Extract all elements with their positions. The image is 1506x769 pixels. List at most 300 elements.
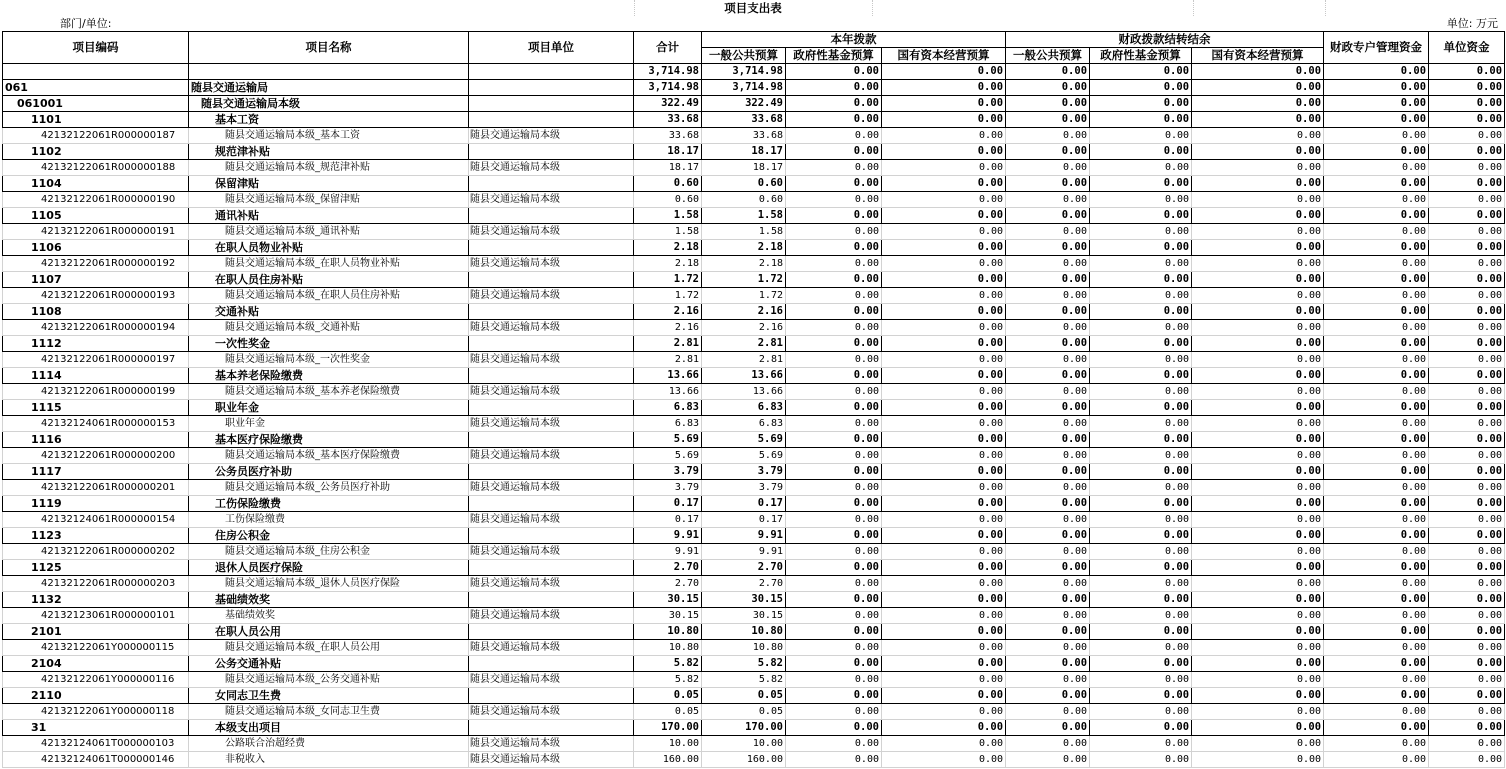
header-general-budget[interactable]: 一般公共预算 [702,48,786,64]
cell-general-budget[interactable]: 0.60 [702,192,786,208]
cell-code[interactable]: 42132122061R000000194 [3,320,189,336]
cell-carry-gov-fund-budget[interactable]: 0.00 [1090,208,1192,224]
cell-state-capital-budget[interactable]: 0.00 [882,256,1006,272]
cell-unit[interactable] [469,304,634,320]
cell-gov-fund-budget[interactable]: 0.00 [786,112,882,128]
cell-total[interactable]: 2.18 [634,256,702,272]
cell-carry-state-capital-budget[interactable]: 0.00 [1192,192,1324,208]
cell-general-budget[interactable]: 13.66 [702,368,786,384]
cell-carry-general-budget[interactable]: 0.00 [1006,112,1090,128]
cell-state-capital-budget[interactable]: 0.00 [882,224,1006,240]
cell-carry-general-budget[interactable]: 0.00 [1006,352,1090,368]
cell-code[interactable]: 42132124061T000000103 [3,736,189,752]
cell-name[interactable]: 随县交通运输局本级_女同志卫生费 [189,704,469,720]
cell-name[interactable]: 工伤保险缴费 [189,496,469,512]
cell-unit-fund[interactable]: 0.00 [1429,592,1505,608]
cell-special-fund[interactable]: 0.00 [1324,176,1429,192]
cell-carry-state-capital-budget[interactable]: 0.00 [1192,432,1324,448]
cell-gov-fund-budget[interactable]: 0.00 [786,192,882,208]
cell-total[interactable]: 6.83 [634,416,702,432]
cell-general-budget[interactable]: 0.17 [702,512,786,528]
cell-total[interactable]: 9.91 [634,544,702,560]
cell-carry-gov-fund-budget[interactable]: 0.00 [1090,512,1192,528]
cell-special-fund[interactable]: 0.00 [1324,96,1429,112]
cell-carry-state-capital-budget[interactable]: 0.00 [1192,416,1324,432]
cell-general-budget[interactable]: 10.80 [702,624,786,640]
cell-general-budget[interactable]: 5.69 [702,432,786,448]
cell-state-capital-budget[interactable]: 0.00 [882,544,1006,560]
cell-carry-gov-fund-budget[interactable]: 0.00 [1090,592,1192,608]
cell-gov-fund-budget[interactable]: 0.00 [786,400,882,416]
cell-unit-fund[interactable]: 0.00 [1429,528,1505,544]
cell-state-capital-budget[interactable]: 0.00 [882,720,1006,736]
cell-carry-gov-fund-budget[interactable]: 0.00 [1090,688,1192,704]
cell-name[interactable]: 交通补贴 [189,304,469,320]
cell-unit-fund[interactable]: 0.00 [1429,448,1505,464]
cell-gov-fund-budget[interactable]: 0.00 [786,288,882,304]
cell-unit[interactable] [469,64,634,80]
cell-gov-fund-budget[interactable]: 0.00 [786,592,882,608]
cell-unit[interactable] [469,432,634,448]
cell-unit[interactable] [469,400,634,416]
cell-carry-gov-fund-budget[interactable]: 0.00 [1090,352,1192,368]
cell-name[interactable]: 基础绩效奖 [189,608,469,624]
cell-state-capital-budget[interactable]: 0.00 [882,496,1006,512]
cell-unit[interactable] [469,272,634,288]
cell-carry-general-budget[interactable]: 0.00 [1006,736,1090,752]
cell-carry-gov-fund-budget[interactable]: 0.00 [1090,400,1192,416]
cell-state-capital-budget[interactable]: 0.00 [882,656,1006,672]
cell-carry-gov-fund-budget[interactable]: 0.00 [1090,336,1192,352]
cell-name[interactable]: 随县交通运输局本级_公务员医疗补助 [189,480,469,496]
cell-carry-state-capital-budget[interactable]: 0.00 [1192,496,1324,512]
cell-state-capital-budget[interactable]: 0.00 [882,400,1006,416]
cell-carry-general-budget[interactable]: 0.00 [1006,752,1090,768]
cell-total[interactable]: 1.58 [634,208,702,224]
cell-carry-gov-fund-budget[interactable]: 0.00 [1090,736,1192,752]
cell-unit-fund[interactable]: 0.00 [1429,656,1505,672]
cell-special-fund[interactable]: 0.00 [1324,608,1429,624]
department-label[interactable]: 部门/单位: [60,17,112,30]
cell-general-budget[interactable]: 18.17 [702,144,786,160]
cell-unit[interactable] [469,368,634,384]
cell-carry-general-budget[interactable]: 0.00 [1006,176,1090,192]
cell-state-capital-budget[interactable]: 0.00 [882,192,1006,208]
header-state-capital-budget[interactable]: 国有资本经营预算 [882,48,1006,64]
cell-carry-state-capital-budget[interactable]: 0.00 [1192,240,1324,256]
cell-special-fund[interactable]: 0.00 [1324,336,1429,352]
cell-total[interactable]: 10.80 [634,624,702,640]
header-unit-fund[interactable]: 单位资金 [1429,32,1505,64]
cell-carry-gov-fund-budget[interactable]: 0.00 [1090,528,1192,544]
cell-state-capital-budget[interactable]: 0.00 [882,144,1006,160]
cell-carry-general-budget[interactable]: 0.00 [1006,448,1090,464]
cell-total[interactable]: 18.17 [634,160,702,176]
cell-state-capital-budget[interactable]: 0.00 [882,480,1006,496]
cell-unit[interactable]: 随县交通运输局本级 [469,640,634,656]
cell-unit[interactable]: 随县交通运输局本级 [469,128,634,144]
cell-general-budget[interactable]: 1.72 [702,272,786,288]
cell-special-fund[interactable]: 0.00 [1324,576,1429,592]
cell-unit-fund[interactable]: 0.00 [1429,464,1505,480]
cell-total[interactable]: 2.70 [634,560,702,576]
cell-general-budget[interactable]: 13.66 [702,384,786,400]
cell-unit-fund[interactable]: 0.00 [1429,144,1505,160]
cell-unit-fund[interactable]: 0.00 [1429,416,1505,432]
cell-total[interactable]: 2.81 [634,352,702,368]
cell-gov-fund-budget[interactable]: 0.00 [786,208,882,224]
cell-general-budget[interactable]: 10.80 [702,640,786,656]
cell-gov-fund-budget[interactable]: 0.00 [786,176,882,192]
cell-carry-gov-fund-budget[interactable]: 0.00 [1090,432,1192,448]
cell-name[interactable]: 公路联合治超经费 [189,736,469,752]
cell-carry-general-budget[interactable]: 0.00 [1006,256,1090,272]
cell-general-budget[interactable]: 1.58 [702,208,786,224]
cell-carry-general-budget[interactable]: 0.00 [1006,320,1090,336]
cell-gov-fund-budget[interactable]: 0.00 [786,240,882,256]
cell-unit[interactable]: 随县交通运输局本级 [469,320,634,336]
cell-unit-fund[interactable]: 0.00 [1429,512,1505,528]
cell-general-budget[interactable]: 30.15 [702,608,786,624]
cell-carry-state-capital-budget[interactable]: 0.00 [1192,640,1324,656]
cell-carry-gov-fund-budget[interactable]: 0.00 [1090,64,1192,80]
cell-unit[interactable] [469,528,634,544]
cell-special-fund[interactable]: 0.00 [1324,640,1429,656]
cell-state-capital-budget[interactable]: 0.00 [882,272,1006,288]
cell-name[interactable]: 随县交通运输局本级_基本医疗保险缴费 [189,448,469,464]
cell-carry-gov-fund-budget[interactable]: 0.00 [1090,240,1192,256]
cell-general-budget[interactable]: 170.00 [702,720,786,736]
cell-carry-gov-fund-budget[interactable]: 0.00 [1090,544,1192,560]
header-unit[interactable]: 项目单位 [469,32,634,64]
cell-carry-state-capital-budget[interactable]: 0.00 [1192,272,1324,288]
cell-name[interactable]: 随县交通运输局本级_住房公积金 [189,544,469,560]
cell-carry-gov-fund-budget[interactable]: 0.00 [1090,720,1192,736]
cell-total[interactable]: 30.15 [634,592,702,608]
cell-special-fund[interactable]: 0.00 [1324,384,1429,400]
cell-carry-state-capital-budget[interactable]: 0.00 [1192,336,1324,352]
cell-gov-fund-budget[interactable]: 0.00 [786,480,882,496]
cell-total[interactable]: 18.17 [634,144,702,160]
cell-name[interactable]: 在职人员物业补贴 [189,240,469,256]
cell-total[interactable]: 5.69 [634,448,702,464]
cell-carry-gov-fund-budget[interactable]: 0.00 [1090,672,1192,688]
cell-gov-fund-budget[interactable]: 0.00 [786,432,882,448]
cell-unit[interactable]: 随县交通运输局本级 [469,288,634,304]
cell-general-budget[interactable]: 1.72 [702,288,786,304]
cell-unit-fund[interactable]: 0.00 [1429,720,1505,736]
cell-carry-state-capital-budget[interactable]: 0.00 [1192,80,1324,96]
cell-total[interactable]: 2.18 [634,240,702,256]
cell-gov-fund-budget[interactable]: 0.00 [786,544,882,560]
cell-carry-gov-fund-budget[interactable]: 0.00 [1090,624,1192,640]
cell-state-capital-budget[interactable]: 0.00 [882,736,1006,752]
cell-code[interactable]: 42132122061R000000193 [3,288,189,304]
cell-special-fund[interactable]: 0.00 [1324,672,1429,688]
cell-code[interactable]: 42132122061R000000190 [3,192,189,208]
cell-carry-state-capital-budget[interactable]: 0.00 [1192,624,1324,640]
cell-gov-fund-budget[interactable]: 0.00 [786,304,882,320]
cell-carry-state-capital-budget[interactable]: 0.00 [1192,608,1324,624]
cell-code[interactable]: 1108 [3,304,189,320]
cell-carry-general-budget[interactable]: 0.00 [1006,544,1090,560]
cell-name[interactable]: 随县交通运输局本级_在职人员住房补贴 [189,288,469,304]
cell-unit-fund[interactable]: 0.00 [1429,736,1505,752]
cell-special-fund[interactable]: 0.00 [1324,720,1429,736]
cell-unit-fund[interactable]: 0.00 [1429,752,1505,768]
cell-carry-state-capital-budget[interactable]: 0.00 [1192,160,1324,176]
cell-total[interactable]: 0.60 [634,176,702,192]
cell-general-budget[interactable]: 0.05 [702,704,786,720]
cell-gov-fund-budget[interactable]: 0.00 [786,96,882,112]
cell-general-budget[interactable]: 2.16 [702,320,786,336]
cell-unit-fund[interactable]: 0.00 [1429,256,1505,272]
cell-total[interactable]: 6.83 [634,400,702,416]
cell-special-fund[interactable]: 0.00 [1324,192,1429,208]
cell-carry-state-capital-budget[interactable]: 0.00 [1192,528,1324,544]
cell-unit[interactable]: 随县交通运输局本级 [469,544,634,560]
cell-carry-state-capital-budget[interactable]: 0.00 [1192,320,1324,336]
cell-unit[interactable]: 随县交通运输局本级 [469,224,634,240]
cell-special-fund[interactable]: 0.00 [1324,208,1429,224]
cell-general-budget[interactable]: 30.15 [702,592,786,608]
cell-unit[interactable] [469,656,634,672]
cell-state-capital-budget[interactable]: 0.00 [882,176,1006,192]
cell-carry-state-capital-budget[interactable]: 0.00 [1192,64,1324,80]
cell-unit[interactable]: 随县交通运输局本级 [469,672,634,688]
cell-gov-fund-budget[interactable]: 0.00 [786,64,882,80]
cell-name[interactable]: 本级支出项目 [189,720,469,736]
cell-carry-general-budget[interactable]: 0.00 [1006,640,1090,656]
cell-total[interactable]: 13.66 [634,368,702,384]
cell-gov-fund-budget[interactable]: 0.00 [786,256,882,272]
cell-unit[interactable]: 随县交通运输局本级 [469,160,634,176]
cell-carry-state-capital-budget[interactable]: 0.00 [1192,560,1324,576]
cell-state-capital-budget[interactable]: 0.00 [882,320,1006,336]
cell-unit[interactable]: 随县交通运输局本级 [469,256,634,272]
cell-carry-state-capital-budget[interactable]: 0.00 [1192,480,1324,496]
cell-carry-gov-fund-budget[interactable]: 0.00 [1090,160,1192,176]
cell-carry-state-capital-budget[interactable]: 0.00 [1192,96,1324,112]
cell-code[interactable]: 42132122061Y000000116 [3,672,189,688]
cell-code[interactable]: 42132122061R000000203 [3,576,189,592]
cell-carry-state-capital-budget[interactable]: 0.00 [1192,144,1324,160]
cell-state-capital-budget[interactable]: 0.00 [882,576,1006,592]
cell-code[interactable]: 1119 [3,496,189,512]
cell-carry-gov-fund-budget[interactable]: 0.00 [1090,256,1192,272]
cell-carry-gov-fund-budget[interactable]: 0.00 [1090,144,1192,160]
cell-general-budget[interactable]: 5.69 [702,448,786,464]
cell-state-capital-budget[interactable]: 0.00 [882,528,1006,544]
cell-carry-gov-fund-budget[interactable]: 0.00 [1090,416,1192,432]
cell-carry-state-capital-budget[interactable]: 0.00 [1192,736,1324,752]
cell-special-fund[interactable]: 0.00 [1324,256,1429,272]
cell-unit-fund[interactable]: 0.00 [1429,560,1505,576]
cell-special-fund[interactable]: 0.00 [1324,112,1429,128]
cell-general-budget[interactable]: 33.68 [702,112,786,128]
cell-total[interactable]: 30.15 [634,608,702,624]
cell-general-budget[interactable]: 0.05 [702,688,786,704]
cell-unit-fund[interactable]: 0.00 [1429,208,1505,224]
cell-unit[interactable] [469,720,634,736]
cell-unit-fund[interactable]: 0.00 [1429,544,1505,560]
cell-special-fund[interactable]: 0.00 [1324,480,1429,496]
cell-special-fund[interactable]: 0.00 [1324,352,1429,368]
cell-unit[interactable] [469,624,634,640]
cell-name[interactable]: 规范津补贴 [189,144,469,160]
cell-unit-fund[interactable]: 0.00 [1429,496,1505,512]
cell-total[interactable]: 5.82 [634,672,702,688]
cell-carry-general-budget[interactable]: 0.00 [1006,608,1090,624]
cell-gov-fund-budget[interactable]: 0.00 [786,128,882,144]
cell-special-fund[interactable]: 0.00 [1324,160,1429,176]
cell-unit-fund[interactable]: 0.00 [1429,128,1505,144]
cell-name[interactable]: 公务员医疗补助 [189,464,469,480]
cell-unit-fund[interactable]: 0.00 [1429,368,1505,384]
cell-unit[interactable] [469,208,634,224]
cell-carry-general-budget[interactable]: 0.00 [1006,528,1090,544]
cell-gov-fund-budget[interactable]: 0.00 [786,688,882,704]
cell-unit[interactable] [469,560,634,576]
cell-carry-general-budget[interactable]: 0.00 [1006,288,1090,304]
cell-state-capital-budget[interactable]: 0.00 [882,560,1006,576]
cell-gov-fund-budget[interactable]: 0.00 [786,160,882,176]
cell-code[interactable]: 1112 [3,336,189,352]
cell-unit-fund[interactable]: 0.00 [1429,320,1505,336]
cell-special-fund[interactable]: 0.00 [1324,432,1429,448]
cell-gov-fund-budget[interactable]: 0.00 [786,464,882,480]
cell-carry-gov-fund-budget[interactable]: 0.00 [1090,576,1192,592]
cell-state-capital-budget[interactable]: 0.00 [882,624,1006,640]
cell-gov-fund-budget[interactable]: 0.00 [786,368,882,384]
cell-state-capital-budget[interactable]: 0.00 [882,352,1006,368]
cell-unit[interactable] [469,96,634,112]
cell-unit[interactable] [469,464,634,480]
cell-code[interactable]: 2104 [3,656,189,672]
cell-total[interactable]: 9.91 [634,528,702,544]
cell-general-budget[interactable]: 33.68 [702,128,786,144]
cell-special-fund[interactable]: 0.00 [1324,128,1429,144]
cell-carry-state-capital-budget[interactable]: 0.00 [1192,368,1324,384]
cell-carry-general-budget[interactable]: 0.00 [1006,512,1090,528]
cell-special-fund[interactable]: 0.00 [1324,464,1429,480]
cell-unit-fund[interactable]: 0.00 [1429,272,1505,288]
cell-gov-fund-budget[interactable]: 0.00 [786,144,882,160]
cell-gov-fund-budget[interactable]: 0.00 [786,272,882,288]
cell-special-fund[interactable]: 0.00 [1324,224,1429,240]
cell-carry-general-budget[interactable]: 0.00 [1006,576,1090,592]
cell-unit-fund[interactable]: 0.00 [1429,160,1505,176]
cell-carry-general-budget[interactable]: 0.00 [1006,624,1090,640]
cell-total[interactable]: 0.17 [634,512,702,528]
cell-carry-state-capital-budget[interactable]: 0.00 [1192,720,1324,736]
cell-code[interactable]: 42132124061T000000146 [3,752,189,768]
cell-general-budget[interactable]: 1.58 [702,224,786,240]
cell-total[interactable]: 2.16 [634,320,702,336]
header-carryover-group[interactable]: 财政拨款结转结余 [1006,32,1324,48]
cell-total[interactable]: 3,714.98 [634,64,702,80]
cell-unit-fund[interactable]: 0.00 [1429,64,1505,80]
cell-carry-general-budget[interactable]: 0.00 [1006,560,1090,576]
cell-code[interactable]: 42132122061R000000197 [3,352,189,368]
cell-carry-state-capital-budget[interactable]: 0.00 [1192,352,1324,368]
cell-gov-fund-budget[interactable]: 0.00 [786,512,882,528]
cell-carry-state-capital-budget[interactable]: 0.00 [1192,512,1324,528]
cell-unit-fund[interactable]: 0.00 [1429,192,1505,208]
cell-name[interactable]: 随县交通运输局 [189,80,469,96]
cell-gov-fund-budget[interactable]: 0.00 [786,224,882,240]
cell-state-capital-budget[interactable]: 0.00 [882,80,1006,96]
cell-carry-gov-fund-budget[interactable]: 0.00 [1090,640,1192,656]
cell-unit[interactable]: 随县交通运输局本级 [469,576,634,592]
cell-general-budget[interactable]: 322.49 [702,96,786,112]
cell-carry-gov-fund-budget[interactable]: 0.00 [1090,192,1192,208]
cell-special-fund[interactable]: 0.00 [1324,64,1429,80]
cell-special-fund[interactable]: 0.00 [1324,144,1429,160]
cell-special-fund[interactable]: 0.00 [1324,752,1429,768]
cell-state-capital-budget[interactable]: 0.00 [882,688,1006,704]
cell-unit[interactable]: 随县交通运输局本级 [469,752,634,768]
cell-gov-fund-budget[interactable]: 0.00 [786,528,882,544]
cell-state-capital-budget[interactable]: 0.00 [882,96,1006,112]
cell-carry-general-budget[interactable]: 0.00 [1006,400,1090,416]
cell-carry-state-capital-budget[interactable]: 0.00 [1192,704,1324,720]
cell-total[interactable]: 170.00 [634,720,702,736]
cell-state-capital-budget[interactable]: 0.00 [882,704,1006,720]
cell-carry-general-budget[interactable]: 0.00 [1006,64,1090,80]
cell-unit[interactable]: 随县交通运输局本级 [469,480,634,496]
cell-total[interactable]: 160.00 [634,752,702,768]
cell-carry-state-capital-budget[interactable]: 0.00 [1192,400,1324,416]
cell-code[interactable]: 42132122061R000000191 [3,224,189,240]
cell-unit[interactable]: 随县交通运输局本级 [469,448,634,464]
cell-total[interactable]: 10.80 [634,640,702,656]
cell-unit-fund[interactable]: 0.00 [1429,240,1505,256]
cell-gov-fund-budget[interactable]: 0.00 [786,496,882,512]
cell-carry-general-budget[interactable]: 0.00 [1006,80,1090,96]
cell-total[interactable]: 0.05 [634,688,702,704]
cell-general-budget[interactable]: 5.82 [702,656,786,672]
cell-special-fund[interactable]: 0.00 [1324,272,1429,288]
cell-code[interactable]: 1117 [3,464,189,480]
cell-name[interactable]: 随县交通运输局本级_基本养老保险缴费 [189,384,469,400]
cell-code[interactable]: 42132122061R000000188 [3,160,189,176]
cell-carry-state-capital-budget[interactable]: 0.00 [1192,752,1324,768]
cell-total[interactable]: 2.81 [634,336,702,352]
cell-carry-general-budget[interactable]: 0.00 [1006,720,1090,736]
cell-name[interactable]: 工伤保险缴费 [189,512,469,528]
cell-carry-general-budget[interactable]: 0.00 [1006,496,1090,512]
cell-name[interactable]: 随县交通运输局本级_在职人员物业补贴 [189,256,469,272]
cell-state-capital-budget[interactable]: 0.00 [882,752,1006,768]
cell-name[interactable]: 基本养老保险缴费 [189,368,469,384]
cell-gov-fund-budget[interactable]: 0.00 [786,560,882,576]
cell-unit-fund[interactable]: 0.00 [1429,352,1505,368]
cell-unit[interactable] [469,592,634,608]
cell-gov-fund-budget[interactable]: 0.00 [786,384,882,400]
cell-unit-fund[interactable]: 0.00 [1429,688,1505,704]
cell-carry-state-capital-budget[interactable]: 0.00 [1192,128,1324,144]
cell-state-capital-budget[interactable]: 0.00 [882,288,1006,304]
cell-code[interactable]: 1114 [3,368,189,384]
cell-carry-gov-fund-budget[interactable]: 0.00 [1090,128,1192,144]
header-code[interactable]: 项目编码 [3,32,189,64]
cell-gov-fund-budget[interactable]: 0.00 [786,624,882,640]
cell-general-budget[interactable]: 2.18 [702,240,786,256]
cell-total[interactable]: 0.17 [634,496,702,512]
cell-state-capital-budget[interactable]: 0.00 [882,304,1006,320]
cell-name[interactable]: 基本工资 [189,112,469,128]
